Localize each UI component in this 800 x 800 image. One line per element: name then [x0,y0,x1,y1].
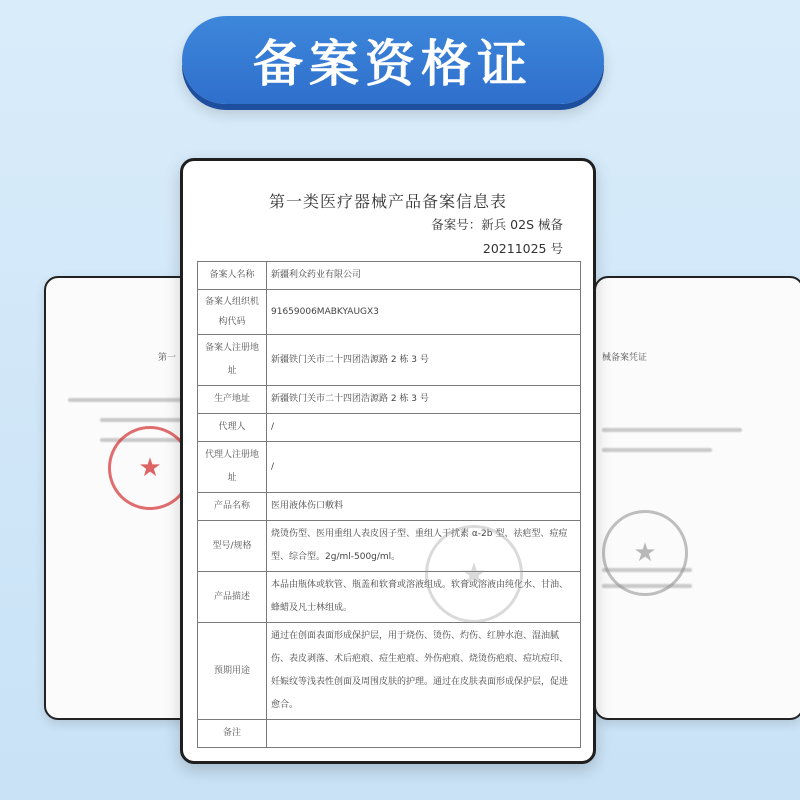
blurred-text-line [100,418,190,422]
row-value [267,720,581,748]
row-label: 代理人 [198,414,267,442]
row-label: 备案人注册地址 [198,335,267,386]
table-row [198,623,581,720]
row-value: 烧烫伤型、医用重组人表皮因子型、重组人干扰素 α-2b 型、祛疤型、痘痘型、综合型。2g/ml-500g/ml。 [267,521,581,572]
table-row [198,572,581,623]
table-row [198,386,581,414]
row-value: / [267,442,581,493]
table-row [198,493,581,521]
blurred-text-line [602,428,742,432]
filing-info-document [180,158,596,764]
table-row [198,442,581,493]
row-label: 备案人名称 [198,262,267,290]
row-label: 备案人组织机构代码 [198,290,267,335]
row-value: 新疆铁门关市二十四团浩源路 2 栋 3 号 [267,386,581,414]
row-label: 型号/规格 [198,521,267,572]
row-label: 代理人注册地址 [198,442,267,493]
row-value: 本品由瓶体或软管、瓶盖和软膏或溶液组成。软膏或溶液由纯化水、甘油、蜂蜡及凡士林组成。 [267,572,581,623]
blurred-text-line [68,398,188,402]
row-label: 生产地址 [198,386,267,414]
table-row [198,335,581,386]
document-title: 第一类医疗器械产品备案信息表 [268,192,507,211]
table-row [198,720,581,748]
table-row [198,290,581,335]
row-label: 产品描述 [198,572,267,623]
red-seal-stamp: ★ [108,426,192,510]
row-label: 备注 [198,720,267,748]
row-value: 新疆利众药业有限公司 [267,262,581,290]
row-value: / [267,414,581,442]
blurred-text-line [602,448,712,452]
row-label: 预期用途 [198,623,267,720]
table-row [198,262,581,290]
row-value: 新疆铁门关市二十四团浩源路 2 栋 3 号 [267,335,581,386]
gray-seal-stamp: ★ [602,510,688,596]
side-doc-title: 第一 [158,353,177,363]
side-doc-title: 械备案凭证 [602,353,648,363]
row-value: 通过在创面表面形成保护层，用于烧伤、烫伤、灼伤、红肿水泡、湿油腻伤、表皮剥落、术后疤痕、痘生疤痕、外伤疤痕、烧烫伤疤痕、痘坑痘印、妊娠纹等浅表性创面及周围皮肤的护理。通过在皮肤表面形成保护层，促进愈合。 [267,623,581,720]
registration-number-suffix: 20211025 号 [482,241,563,256]
row-value: 医用液体伤口敷料 [267,493,581,521]
row-value: 91659006MABKYAUGX3 [267,290,581,335]
row-label: 产品名称 [198,493,267,521]
table-row [198,521,581,572]
registration-number: 备案号：新兵 02S 械备 [431,217,563,232]
background-document-right [594,276,800,720]
banner-title: 备案资格证 [253,35,533,93]
faint-seal-stamp: ★ [425,525,523,623]
filing-info-table [197,261,581,748]
title-banner [182,16,604,104]
table-row [198,414,581,442]
